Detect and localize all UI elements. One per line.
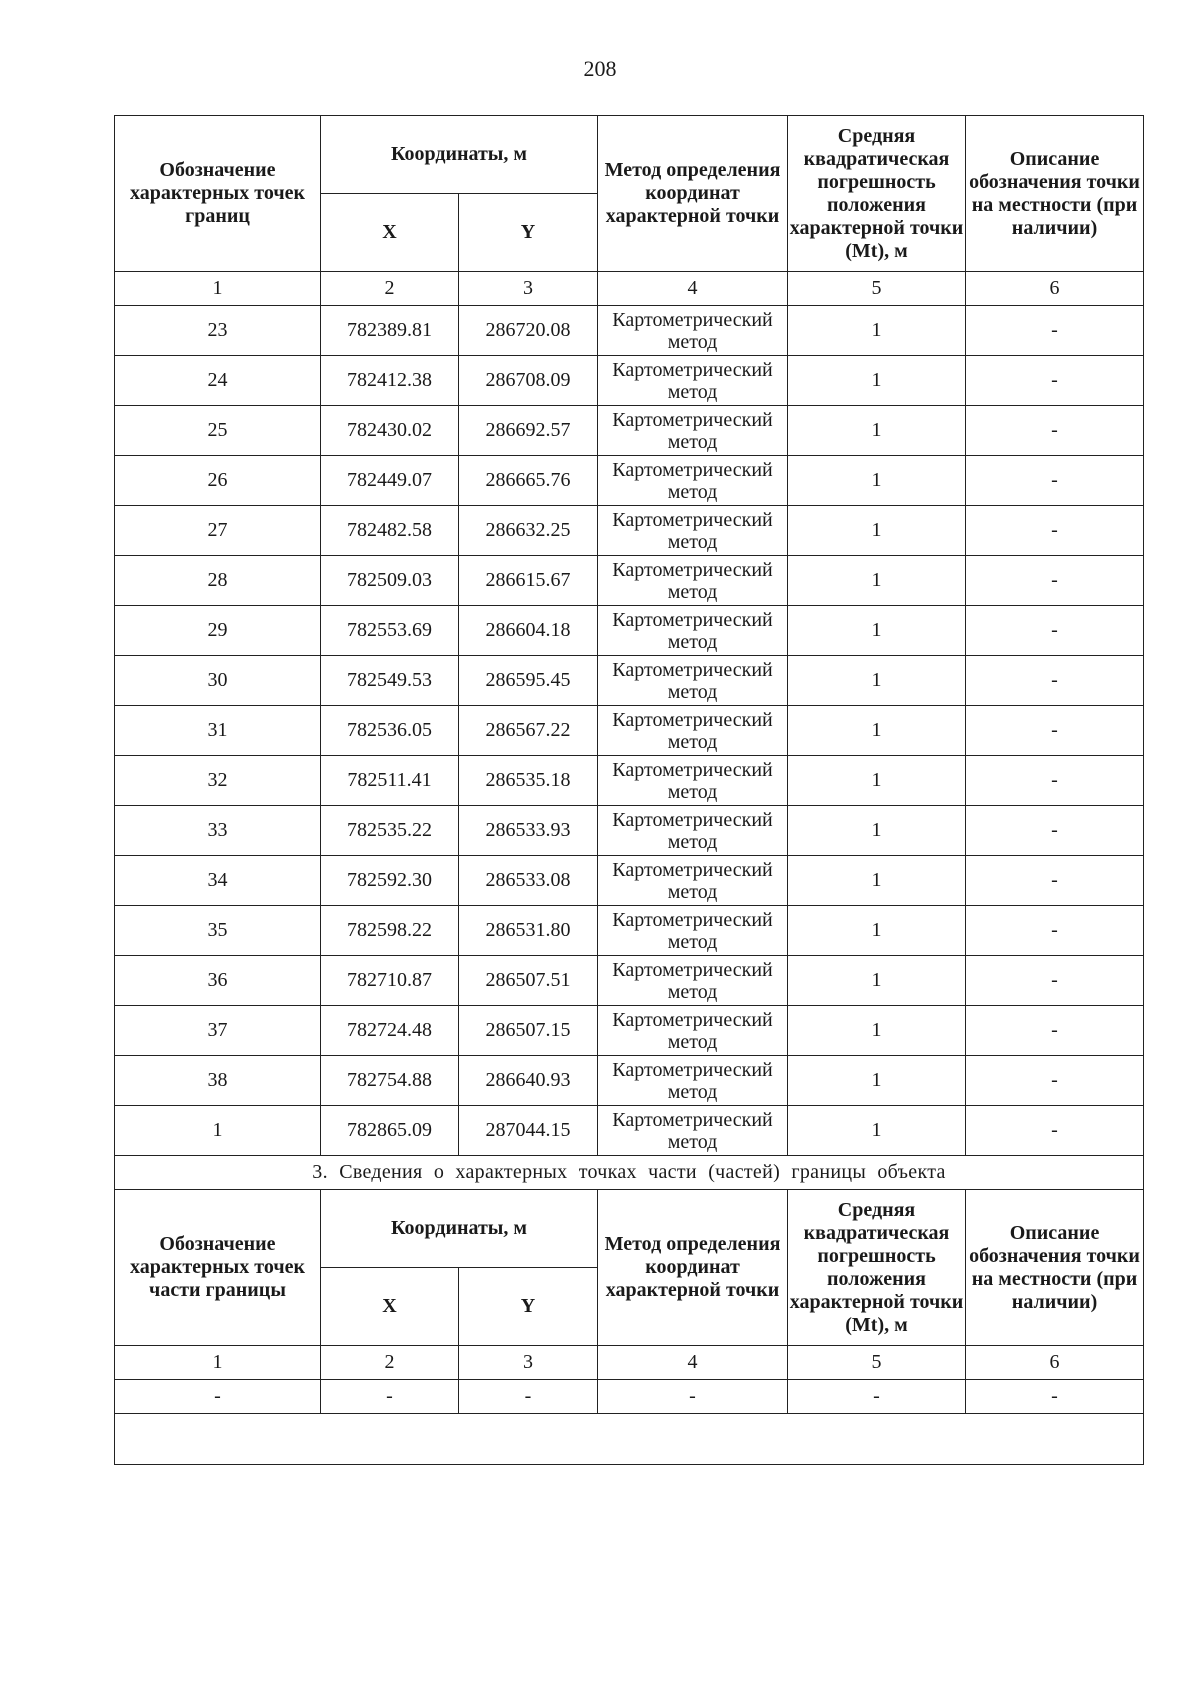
cell-method: Картометрический метод [598,356,788,406]
cell-point: 34 [115,856,321,906]
header-method: Метод определения координат характерной точки [598,116,788,272]
cell-method: Картометрический метод [598,706,788,756]
header-y: Y [459,194,598,272]
cell-point: 26 [115,456,321,506]
table-row [115,306,1144,356]
cell-method: Картометрический метод [598,1106,788,1156]
header-x: X [321,1268,459,1346]
cell-method: Картометрический метод [598,306,788,356]
table-row [115,756,1144,806]
header-point: Обозначение характерных точек части границы [115,1190,321,1346]
cell-point: 31 [115,706,321,756]
header-description: Описание обозначения точки на местности (при наличии) [966,116,1144,272]
cell-error: 1 [788,856,966,906]
table-row [115,356,1144,406]
cell-point: 25 [115,406,321,456]
cell-y: 286615.67 [459,556,598,606]
table-row [115,1056,1144,1106]
cell-x: 782511.41 [321,756,459,806]
cell-description: - [966,906,1144,956]
cell-method: - [598,1380,788,1414]
cell-error: 1 [788,506,966,556]
cell-method: Картометрический метод [598,956,788,1006]
cell-error: 1 [788,306,966,356]
header-method: Метод определения координат характерной точки [598,1190,788,1346]
table-row [115,456,1144,506]
cell-y: 286531.80 [459,906,598,956]
boundary-points-table [114,115,1144,1465]
header-description: Описание обозначения точки на местности (при наличии) [966,1190,1144,1346]
cell-description: - [966,1380,1144,1414]
cell-error: 1 [788,1006,966,1056]
cell-y: 286507.51 [459,956,598,1006]
section-3-title: 3. Сведения о характерных точках части (частей) границы объекта [115,1156,1144,1190]
cell-description: - [966,556,1144,606]
cell-y: 286708.09 [459,356,598,406]
header-coords: Координаты, м [321,116,598,194]
table-row [115,1106,1144,1156]
table-row [115,706,1144,756]
cell-error: 1 [788,706,966,756]
table-row [115,406,1144,456]
cell-method: Картометрический метод [598,606,788,656]
column-number: 4 [598,1346,788,1380]
cell-y: 286507.15 [459,1006,598,1056]
cell-x: 782509.03 [321,556,459,606]
column-number: 1 [115,1346,321,1380]
cell-method: Картометрический метод [598,906,788,956]
cell-y: 286533.08 [459,856,598,906]
cell-point: 33 [115,806,321,856]
header-y: Y [459,1268,598,1346]
column-number: 4 [598,272,788,306]
cell-x: 782754.88 [321,1056,459,1106]
page-number: 208 [583,56,617,81]
cell-y: 286665.76 [459,456,598,506]
column-number: 2 [321,1346,459,1380]
cell-x: - [321,1380,459,1414]
cell-point: 32 [115,756,321,806]
header-x: X [321,194,459,272]
cell-method: Картометрический метод [598,456,788,506]
blank-area [115,1414,1144,1465]
table-row [115,1006,1144,1056]
cell-description: - [966,456,1144,506]
cell-point: 38 [115,1056,321,1106]
cell-point: - [115,1380,321,1414]
cell-x: 782865.09 [321,1106,459,1156]
cell-x: 782535.22 [321,806,459,856]
cell-method: Картометрический метод [598,506,788,556]
cell-method: Картометрический метод [598,1056,788,1106]
table-row [115,956,1144,1006]
table-row [115,656,1144,706]
cell-point: 23 [115,306,321,356]
cell-x: 782430.02 [321,406,459,456]
cell-error: 1 [788,956,966,1006]
cell-y: 286567.22 [459,706,598,756]
cell-description: - [966,406,1144,456]
cell-y: 286720.08 [459,306,598,356]
cell-method: Картометрический метод [598,1006,788,1056]
cell-y: 286535.18 [459,756,598,806]
table-row [115,1380,1144,1414]
cell-point: 24 [115,356,321,406]
cell-error: 1 [788,656,966,706]
cell-y: 286533.93 [459,806,598,856]
cell-error: 1 [788,806,966,856]
cell-x: 782710.87 [321,956,459,1006]
column-number: 3 [459,1346,598,1380]
cell-x: 782482.58 [321,506,459,556]
cell-error: 1 [788,356,966,406]
column-number: 6 [966,1346,1144,1380]
cell-y: 286632.25 [459,506,598,556]
column-number: 5 [788,272,966,306]
cell-description: - [966,806,1144,856]
cell-y: 286692.57 [459,406,598,456]
cell-error: 1 [788,1106,966,1156]
table-row [115,506,1144,556]
cell-y: 286640.93 [459,1056,598,1106]
table-row [115,856,1144,906]
cell-x: 782724.48 [321,1006,459,1056]
cell-point: 28 [115,556,321,606]
cell-y: 287044.15 [459,1106,598,1156]
cell-description: - [966,1106,1144,1156]
header-point: Обозначение характерных точек границ [115,116,321,272]
cell-point: 36 [115,956,321,1006]
cell-y: - [459,1380,598,1414]
cell-x: 782598.22 [321,906,459,956]
table-row [115,806,1144,856]
cell-error: 1 [788,1056,966,1106]
cell-error: 1 [788,456,966,506]
cell-description: - [966,1006,1144,1056]
cell-method: Картометрический метод [598,856,788,906]
cell-description: - [966,606,1144,656]
cell-method: Картометрический метод [598,806,788,856]
cell-point: 30 [115,656,321,706]
cell-description: - [966,506,1144,556]
table-row [115,556,1144,606]
table-row [115,606,1144,656]
cell-point: 37 [115,1006,321,1056]
cell-x: 782553.69 [321,606,459,656]
cell-error: 1 [788,756,966,806]
cell-point: 35 [115,906,321,956]
cell-x: 782549.53 [321,656,459,706]
cell-description: - [966,1056,1144,1106]
column-number: 3 [459,272,598,306]
table-row [115,906,1144,956]
cell-x: 782592.30 [321,856,459,906]
cell-error: 1 [788,906,966,956]
cell-x: 782536.05 [321,706,459,756]
header-error: Средняя квадратическая погрешность положения характерной точки (Mt), м [788,116,966,272]
column-number: 2 [321,272,459,306]
cell-point: 1 [115,1106,321,1156]
cell-point: 29 [115,606,321,656]
cell-error: 1 [788,606,966,656]
cell-description: - [966,856,1144,906]
header-coords: Координаты, м [321,1190,598,1268]
cell-method: Картометрический метод [598,756,788,806]
cell-description: - [966,306,1144,356]
cell-y: 286595.45 [459,656,598,706]
cell-x: 782389.81 [321,306,459,356]
column-number: 5 [788,1346,966,1380]
cell-point: 27 [115,506,321,556]
cell-x: 782412.38 [321,356,459,406]
column-number: 1 [115,272,321,306]
header-error: Средняя квадратическая погрешность положения характерной точки (Mt), м [788,1190,966,1346]
cell-description: - [966,656,1144,706]
cell-y: 286604.18 [459,606,598,656]
cell-error: 1 [788,406,966,456]
cell-method: Картометрический метод [598,656,788,706]
cell-x: 782449.07 [321,456,459,506]
cell-error: - [788,1380,966,1414]
cell-error: 1 [788,556,966,606]
column-number: 6 [966,272,1144,306]
cell-description: - [966,356,1144,406]
cell-method: Картометрический метод [598,406,788,456]
cell-description: - [966,956,1144,1006]
cell-description: - [966,756,1144,806]
cell-description: - [966,706,1144,756]
cell-method: Картометрический метод [598,556,788,606]
